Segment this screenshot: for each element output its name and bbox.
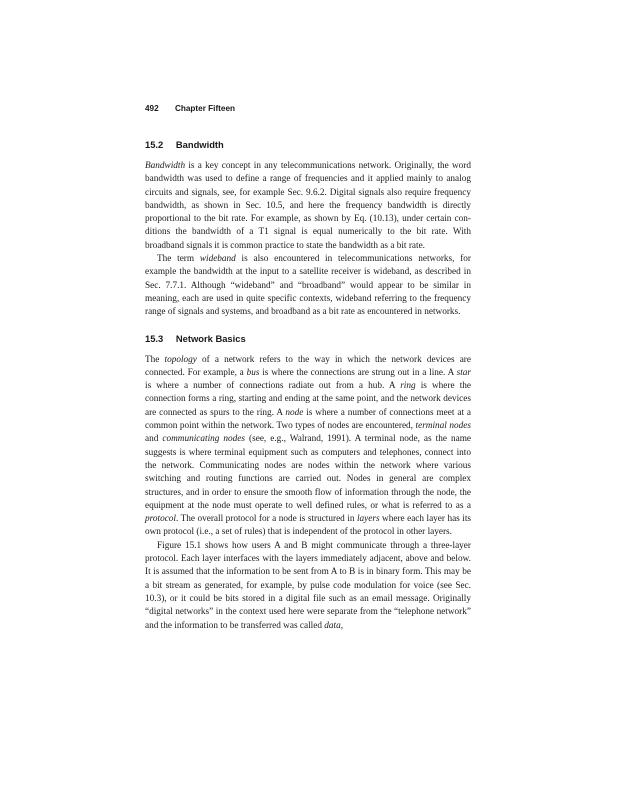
paragraph-text: is a key concept in any telecommunications network. Originally, the word bandwidth was used to define a range of frequencies and it applied mainly to analog circuits and signals, see, for example Sec. 9.6.2. Digital signals also require frequency bandwidth, as shown in Sec. 10.5, and here the frequency bandwidth is directly proportional to the bit rate. For example, as shown by Eq. (10.13), under certain conditions the bandwidth of a T1 signal is equal numerically to the bit rate. With broadband signals it is common practice to state the bandwidth as a bit rate.	[145, 161, 471, 251]
emphasis-term: bus	[246, 367, 260, 378]
emphasis-term: terminal nodes	[415, 421, 471, 432]
paragraph	[145, 160, 471, 253]
emphasis-term: communicating nodes	[162, 434, 246, 445]
section-number: 15.2	[145, 139, 164, 150]
section-heading-network-basics	[145, 333, 471, 344]
emphasis-term: layers	[356, 514, 380, 525]
paragraph-text: where each layer has its own protocol (i.e., a set of rules) that is independent of the protocol in other layers.	[145, 514, 471, 538]
chapter-title: Chapter Fifteen	[174, 104, 236, 113]
paragraph-text: is also encountered in telecommunications networks, for example the bandwidth at the input to a satellite receiver is wideband, as described in Sec. 7.7.1. Although “wideband” and “broadband” would appear to be similar in meaning, each are used in quite specific contexts, wideband referring to the frequency range of signals and systems, and broadband as a bit rate as encountered in networks.	[145, 254, 471, 318]
page-number: 492	[145, 104, 159, 113]
emphasis-term: wideband	[199, 254, 236, 265]
paragraph-text: (see, e.g., Walrand, 1991). A terminal node, as the name suggests is where terminal equipment such as computers and telephones, connect into the network. Communicating nodes are nodes within the network where various switching and routing functions are carried out. Nodes in general are complex structures, and in order to ensure the smooth flow of information through the node, the equipment at the node must operate to well defined rules, or what is referred to as a	[145, 434, 471, 511]
paragraph-text: Figure 15.1 shows how users A and B might communicate through a three-layer protocol. Each layer interfaces with the layers immediately adjacent, above and below. It is assumed that the information to be sent from A to B is in binary form. This may be a bit stream as generated, for example, by pulse code modulation for voice (see Sec. 10.3), or it could be bits stored in a digital file such as an email message. Originally “digital networks” in the context used here were separate from the “telephone network” and the information to be transferred was called	[145, 540, 471, 631]
section-title: Bandwidth	[175, 139, 224, 150]
paragraph-text: is where the connection forms a ring, starting and ending at the same point, and the network devices are connected as spurs to the ring. A	[145, 381, 471, 418]
running-header	[145, 104, 471, 113]
paragraph-text: and	[145, 434, 163, 445]
paragraph-text: The term	[157, 254, 200, 265]
emphasis-term: topology	[164, 354, 197, 365]
paragraph	[145, 540, 471, 633]
emphasis-term: node	[285, 407, 304, 418]
emphasis-term: ring	[400, 381, 416, 392]
emphasis-term: data	[324, 620, 341, 631]
paragraph-text: of a network refers to the way in which the network devices are connected. For example, a	[145, 354, 471, 378]
paragraph-text: is where the connections are strung out in a line. A	[259, 367, 457, 378]
emphasis-term: star	[456, 367, 471, 378]
paragraph	[145, 354, 471, 540]
section-heading-bandwidth	[145, 139, 471, 150]
paragraph-text: is where a number of connections meet at a common point within the network. Two types of nodes are encountered,	[145, 407, 471, 432]
emphasis-term: protocol	[145, 514, 177, 525]
paragraph	[145, 253, 471, 319]
paragraph-text: . The overall protocol for a node is structured in	[176, 514, 357, 525]
paragraph-text: is where a number of connections radiate out from a hub. A	[145, 381, 401, 392]
section-title: Network Basics	[175, 332, 246, 344]
paragraph-text: The	[145, 354, 165, 365]
section-number: 15.3	[145, 332, 164, 344]
paragraph-text: ,	[340, 620, 344, 631]
page-content	[145, 104, 471, 633]
emphasis-term: Bandwidth	[145, 161, 186, 171]
